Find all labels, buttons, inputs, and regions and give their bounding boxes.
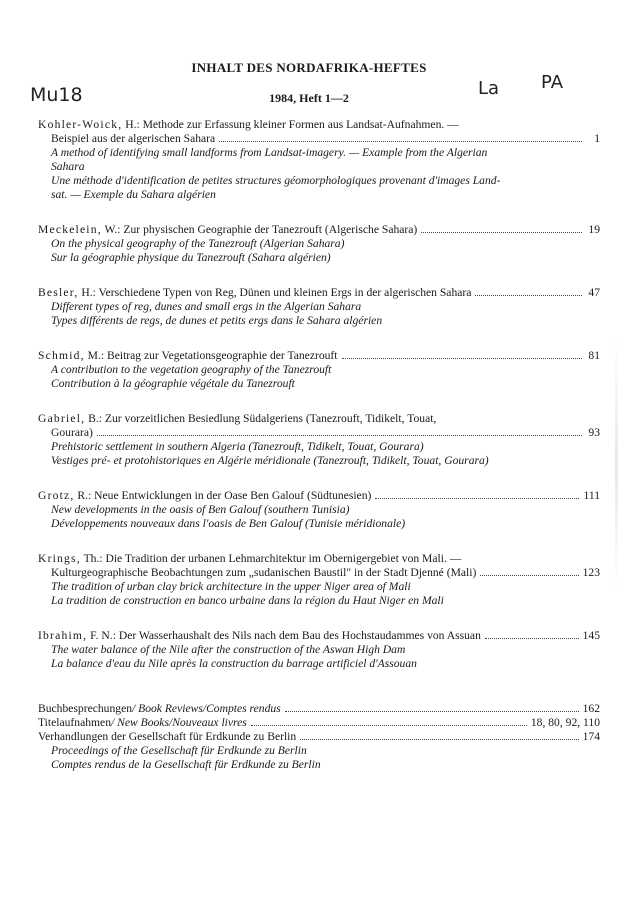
dot-leader bbox=[342, 358, 582, 359]
entry-title-text: M.: Beitrag zur Vegetationsgeographie der Tanezrouft bbox=[87, 349, 338, 362]
toc-entry bbox=[38, 412, 600, 468]
toc-entry bbox=[38, 552, 600, 608]
entry-translation: Prehistoric settlement in southern Algeria (Tanezrouft, Tidikelt, Touat, Gourara) bbox=[51, 440, 424, 453]
entry-title bbox=[38, 286, 471, 300]
dot-leader bbox=[375, 498, 579, 499]
toc-section bbox=[38, 730, 600, 772]
entry-page: 19 bbox=[588, 223, 600, 236]
entry-title bbox=[38, 223, 417, 237]
entry-page: 81 bbox=[588, 349, 600, 362]
section-row bbox=[38, 730, 600, 744]
section-label bbox=[38, 702, 281, 716]
entry-title: B.: Zur vorzeitlichen Besiedlung Südalgeriens (Tanezrouft, Tidikelt, Touat, bbox=[88, 412, 437, 425]
entry-author: Besler, bbox=[38, 286, 79, 299]
entry-translation: A method of identifying small landforms from Landsat-imagery. — Example from the Algerian bbox=[51, 146, 488, 159]
section-label-part: / Book Reviews bbox=[132, 702, 203, 715]
handwritten-mark-middle: La bbox=[478, 78, 500, 99]
toc-entry bbox=[38, 349, 600, 391]
entry-title-row bbox=[38, 489, 600, 503]
dot-leader bbox=[219, 141, 582, 142]
section-label-part: / New Books bbox=[111, 716, 169, 729]
entry-translation: New developments in the oasis of Ben Galouf (southern Tunisia) bbox=[51, 503, 350, 516]
section-label-part: Titelaufnahmen bbox=[38, 716, 111, 729]
section-row bbox=[38, 716, 600, 730]
entry-translation: Sur la géographie physique du Tanezrouft (Sahara algérien) bbox=[51, 251, 331, 264]
section-label bbox=[38, 730, 296, 744]
section-label-part: /Nouveaux livres bbox=[168, 716, 247, 729]
entry-title-row bbox=[38, 349, 600, 363]
section-label-part: Buchbesprechungen bbox=[38, 702, 133, 715]
entry-author: Ibrahim, bbox=[38, 629, 88, 642]
toc-section bbox=[38, 702, 600, 716]
entry-translation: Sahara bbox=[51, 160, 85, 173]
section-page: 162 bbox=[582, 702, 600, 715]
entry-title-text: R.: Neue Entwicklungen in der Oase Ben Galouf (Südtunesien) bbox=[77, 489, 372, 502]
entry-translation: sat. — Exemple du Sahara algérien bbox=[51, 188, 216, 201]
dot-leader bbox=[475, 295, 582, 296]
section-page: 18, 80, 92, 110 bbox=[530, 716, 600, 729]
entry-translation: A contribution to the vegetation geography of the Tanezrouft bbox=[51, 363, 332, 376]
dot-leader bbox=[300, 739, 578, 740]
section-label-part: /Comptes rendus bbox=[202, 702, 281, 715]
toc-entry bbox=[38, 118, 600, 202]
entry-title-row bbox=[38, 566, 600, 580]
section-gap bbox=[38, 692, 600, 702]
entry-translation: Développements nouveaux dans l'oasis de Ben Galouf (Tunisie méridionale) bbox=[51, 517, 406, 530]
entry-title bbox=[38, 629, 481, 643]
toc-entry bbox=[38, 286, 600, 328]
entry-title-cont: Gourara) bbox=[51, 426, 93, 439]
entry-title-row bbox=[38, 426, 600, 440]
section-page: 174 bbox=[582, 730, 600, 743]
entry-title: Th.: Die Tradition der urbanen Lehmarchitektur im Obernigergebiet von Mali. — bbox=[83, 552, 462, 565]
section-translation: Comptes rendus de la Gesellschaft für Erdkunde zu Berlin bbox=[51, 758, 321, 771]
entry-title-text: H.: Verschiedene Typen von Reg, Dünen und kleinen Ergs in der algerischen Sahara bbox=[81, 286, 472, 299]
entry-title-text: F. N.: Der Wasserhaushalt des Nils nach dem Bau des Hochstaudammes von Assuan bbox=[90, 629, 481, 642]
entry-title: H.: Methode zur Erfassung kleiner Formen aus Landsat-Aufnahmen. — bbox=[125, 118, 459, 131]
section-label-part: Verhandlungen der Gesellschaft für Erdkunde zu Berlin bbox=[38, 730, 297, 743]
entry-page: 123 bbox=[582, 566, 600, 579]
entry-title-row bbox=[38, 223, 600, 237]
entry-author: Grotz, bbox=[38, 489, 75, 502]
dot-leader bbox=[97, 435, 582, 436]
entry-first-line bbox=[38, 118, 600, 132]
section-translation: Proceedings of the Gesellschaft für Erdkunde zu Berlin bbox=[51, 744, 307, 757]
entry-translation: On the physical geography of the Tanezrouft (Algerian Sahara) bbox=[51, 237, 345, 250]
entry-author: Schmid, bbox=[38, 349, 85, 362]
dot-leader bbox=[480, 575, 578, 576]
entry-translation: Different types of reg, dunes and small ergs in the Algerian Sahara bbox=[51, 300, 362, 313]
table-of-contents bbox=[38, 118, 600, 772]
entry-page: 93 bbox=[588, 426, 600, 439]
entry-page: 111 bbox=[583, 489, 600, 502]
entry-title bbox=[38, 489, 371, 503]
entry-title bbox=[38, 349, 338, 363]
dot-leader bbox=[251, 725, 527, 726]
entry-translation: Types différents de regs, de dunes et petits ergs dans le Sahara algérien bbox=[51, 314, 383, 327]
entry-author: Gabriel, bbox=[38, 412, 86, 425]
entry-title-row bbox=[38, 286, 600, 300]
issue-label: 1984, Heft 1—2 bbox=[269, 91, 349, 105]
entry-translation: The water balance of the Nile after the construction of the Aswan High Dam bbox=[51, 643, 406, 656]
entry-first-line bbox=[38, 552, 600, 566]
toc-entry bbox=[38, 489, 600, 531]
section-label bbox=[38, 716, 247, 730]
entry-title-cont: Beispiel aus der algerischen Sahara bbox=[51, 132, 216, 145]
entry-author: Krings, bbox=[38, 552, 81, 565]
entry-title-cont: Kulturgeographische Beobachtungen zum „sudanischen Baustil" in der Stadt Djenné (Mali) bbox=[51, 566, 477, 579]
handwritten-mark-left: Mu18 bbox=[30, 84, 83, 106]
entry-page: 1 bbox=[594, 132, 600, 145]
entry-author: Meckelein, bbox=[38, 223, 102, 236]
entry-translation: Vestiges pré- et protohistoriques en Algérie méridionale (Tanezrouft, Tidikelt, Touat, Gourara) bbox=[51, 454, 489, 467]
dot-leader bbox=[285, 711, 579, 712]
entry-title-row bbox=[38, 629, 600, 643]
handwritten-mark-right: PA bbox=[541, 72, 564, 93]
entry-author: Kohler-Woick, bbox=[38, 118, 123, 131]
entry-translation: Contribution à la géographie végétale du Tanezrouft bbox=[51, 377, 295, 390]
page-title: INHALT DES NORDAFRIKA-HEFTES bbox=[191, 60, 427, 75]
entry-translation: Une méthode d'identification de petites structures géomorphologiques provenant d'images Land- bbox=[51, 174, 501, 187]
dot-leader bbox=[485, 638, 579, 639]
entry-translation: La balance d'eau du Nile après la construction du barrage artificiel d'Assouan bbox=[51, 657, 417, 670]
toc-entry bbox=[38, 223, 600, 265]
entry-translation: La tradition de construction en banco urbaine dans la région du Haut Niger en Mali bbox=[51, 594, 444, 607]
entry-title-text: W.: Zur physischen Geographie der Tanezrouft (Algerische Sahara) bbox=[104, 223, 418, 236]
entry-page: 47 bbox=[588, 286, 600, 299]
entry-page: 145 bbox=[582, 629, 600, 642]
dot-leader bbox=[421, 232, 582, 233]
entry-translation: The tradition of urban clay brick architecture in the upper Niger area of Mali bbox=[51, 580, 411, 593]
toc-entry bbox=[38, 629, 600, 671]
entry-title-row bbox=[38, 132, 600, 146]
entry-first-line bbox=[38, 412, 600, 426]
section-row bbox=[38, 702, 600, 716]
toc-section bbox=[38, 716, 600, 730]
